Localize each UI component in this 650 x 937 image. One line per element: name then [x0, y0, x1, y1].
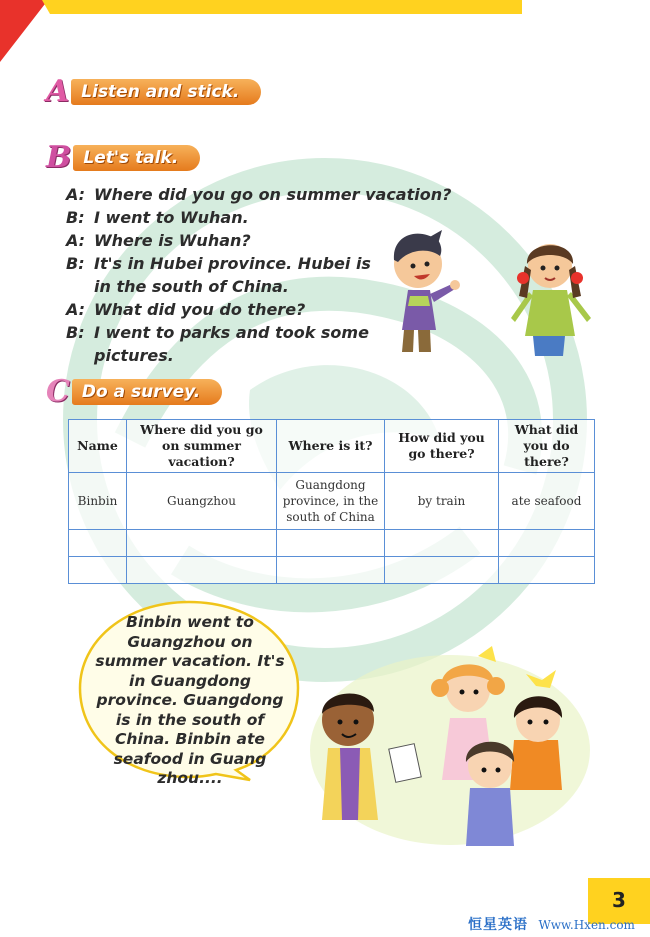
speaker-label: A: [66, 300, 86, 319]
footer-brand: 恒星英语 [468, 917, 528, 933]
utterance: I went to Wuhan. [94, 208, 249, 227]
section-c-label: Do a survey. [72, 379, 222, 405]
dialogue-line [66, 206, 376, 229]
top-yellow-band [42, 0, 522, 14]
dialogue-line [66, 229, 376, 252]
dialogue-line [66, 321, 376, 367]
dialogue-line [66, 252, 376, 298]
table-cell[interactable] [69, 557, 127, 584]
column-header: What did you do there? [499, 420, 595, 473]
table-cell[interactable] [127, 530, 277, 557]
boy-pointing-illustration [380, 222, 465, 357]
table-cell: Binbin [69, 473, 127, 530]
speaker-label: B: [66, 208, 85, 227]
table-cell: by train [385, 473, 499, 530]
section-c-letter: C [46, 374, 70, 409]
page-number: 3 [612, 888, 626, 912]
children-group-illustration [300, 630, 590, 860]
utterance: It's in Hubei province. Hubei is in the south of China. [94, 254, 371, 296]
table-cell: ate seafood [499, 473, 595, 530]
table-cell: Guangdong province, in the south of China [277, 473, 385, 530]
table-cell[interactable] [385, 530, 499, 557]
table-cell[interactable] [277, 530, 385, 557]
column-header: How did you go there? [385, 420, 499, 473]
table-row [69, 557, 595, 584]
section-a-heading [46, 74, 261, 109]
corner-red-decoration [0, 0, 48, 62]
dialogue-line [66, 298, 376, 321]
section-b-letter: B [46, 140, 72, 175]
footer-url[interactable]: Www.Hxen.com [538, 918, 635, 932]
table-cell[interactable] [127, 557, 277, 584]
utterance: Where is Wuhan? [94, 231, 251, 250]
girl-pigtails-illustration [503, 226, 598, 361]
table-row [69, 473, 595, 530]
column-header: Where is it? [277, 420, 385, 473]
section-b-label: Let's talk. [73, 145, 200, 171]
table-cell[interactable] [499, 530, 595, 557]
dialogue [66, 183, 452, 367]
table-cell[interactable] [385, 557, 499, 584]
table-cell[interactable] [69, 530, 127, 557]
speaker-label: B: [66, 254, 85, 273]
table-cell: Guangzhou [127, 473, 277, 530]
speech-bubble-text: Binbin went to Guangzhou on summer vacation. It's in Guangdong province. Guangdong is in the south of China. Binbin ate seafood in Guang zhou.... [95, 613, 285, 787]
speaker-label: A: [66, 185, 86, 204]
survey-table [68, 419, 595, 584]
footer-watermark [468, 914, 635, 934]
dialogue-line [66, 183, 452, 206]
section-a-label: Listen and stick. [71, 79, 261, 105]
utterance: What did you do there? [94, 300, 306, 319]
table-header-row [69, 420, 595, 473]
column-header: Name [69, 420, 127, 473]
section-c-heading [46, 374, 222, 409]
column-header: Where did you go on summer vacation? [127, 420, 277, 473]
section-b-heading [46, 140, 200, 175]
utterance: I went to parks and took some pictures. [94, 323, 369, 365]
section-a-letter: A [46, 74, 70, 109]
speaker-label: A: [66, 231, 86, 250]
table-cell[interactable] [499, 557, 595, 584]
table-cell[interactable] [277, 557, 385, 584]
utterance: Where did you go on summer vacation? [94, 185, 452, 204]
table-row [69, 530, 595, 557]
speaker-label: B: [66, 323, 85, 342]
